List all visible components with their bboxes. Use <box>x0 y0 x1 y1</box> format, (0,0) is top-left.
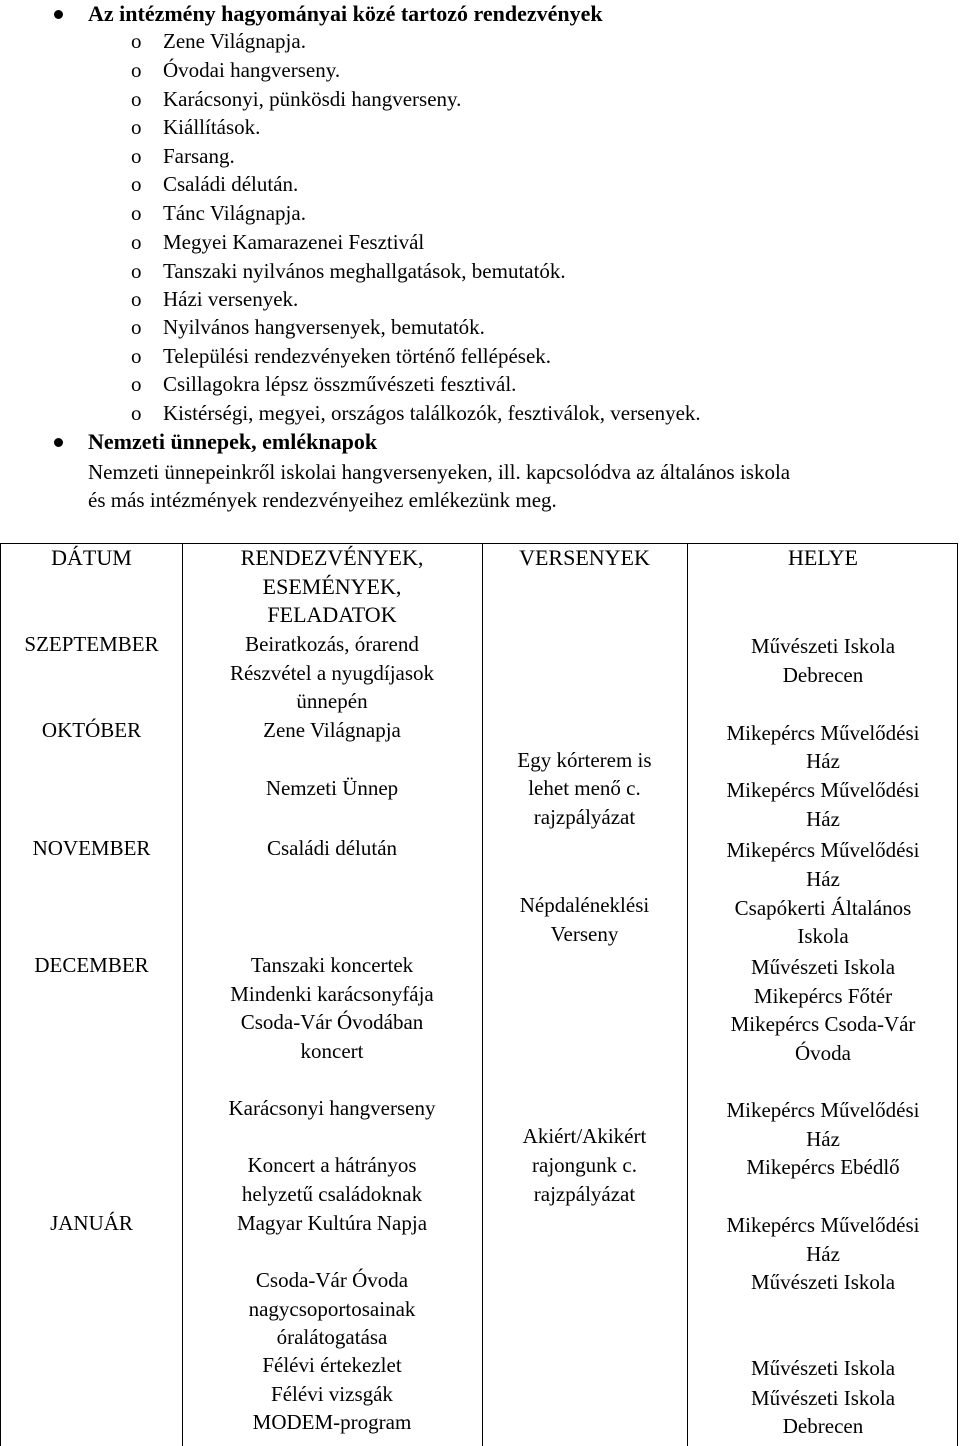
place-cell: Debrecen <box>782 1414 864 1438</box>
event-cell: Családi délután <box>266 836 398 860</box>
place-cell: Művészeti Iskola <box>750 1270 896 1294</box>
event-cell: helyzetű családoknak <box>241 1182 423 1206</box>
bullet-dot-icon <box>54 438 63 447</box>
place-cell: Mikepércs Csoda-Vár <box>730 1012 916 1036</box>
competition-cell: rajongunk c. <box>532 1153 637 1177</box>
header-rendezvenyek: RENDEZVÉNYEK, <box>240 545 424 570</box>
place-cell: Mikepércs Művelődési <box>726 1098 920 1122</box>
event-cell: Félévi vizsgák <box>271 1382 393 1406</box>
place-cell: Ház <box>806 749 840 773</box>
circle-marker-icon: o <box>131 87 142 111</box>
place-cell: Csapókerti Általános <box>734 896 912 920</box>
circle-marker-icon: o <box>131 372 142 396</box>
place-cell: Mikepércs Művelődési <box>726 778 920 802</box>
event-cell: Tanszaki koncertek <box>250 953 414 977</box>
header-helye: HELYE <box>788 545 858 570</box>
month-cell: SZEPTEMBER <box>24 632 159 656</box>
competition-cell: lehet menő c. <box>528 776 641 800</box>
place-cell: Ház <box>806 1127 840 1151</box>
header-versenyek: VERSENYEK <box>519 545 650 570</box>
bullet-dot-icon <box>54 10 63 19</box>
circle-marker-icon: o <box>131 287 142 311</box>
event-cell: Beiratkozás, órarend <box>245 632 419 656</box>
event-cell: Csoda-Vár Óvodában <box>240 1010 424 1034</box>
circle-marker-icon: o <box>131 344 142 368</box>
month-cell: NOVEMBER <box>32 836 151 860</box>
circle-marker-icon: o <box>131 401 142 425</box>
place-cell: Óvoda <box>795 1041 851 1065</box>
place-cell: Mikepércs Művelődési <box>726 721 920 745</box>
circle-marker-icon: o <box>131 201 142 225</box>
event-cell: Félévi értekezlet <box>262 1353 402 1377</box>
event-cell: Zene Világnapja <box>263 718 401 742</box>
competition-cell: Verseny <box>550 922 619 946</box>
section-title-holidays: Nemzeti ünnepek, emléknapok <box>88 429 378 454</box>
circle-marker-icon: o <box>131 58 142 82</box>
place-cell: Mikepércs Főtér <box>753 984 893 1008</box>
circle-marker-icon: o <box>131 115 142 139</box>
circle-marker-icon: o <box>131 29 142 53</box>
event-cell: Mindenki karácsonyfája <box>230 982 434 1006</box>
place-cell: Művészeti Iskola <box>750 634 896 658</box>
table-divider <box>482 544 483 1446</box>
event-cell: Nemzeti Ünnep <box>265 776 399 800</box>
event-cell: ünnepén <box>296 689 368 713</box>
holidays-paragraph-line: és más intézmények rendezvényeihez emlékezünk meg. <box>88 488 557 512</box>
holidays-paragraph-line: Nemzeti ünnepeinkről iskolai hangversenyeken, ill. kapcsolódva az általános iskola <box>88 460 791 484</box>
event-cell: Részvétel a nyugdíjasok <box>229 661 435 685</box>
competition-cell: Akiért/Akikért <box>522 1124 647 1148</box>
month-cell: DECEMBER <box>34 953 149 977</box>
place-cell: Ház <box>806 867 840 891</box>
place-cell: Mikepércs Ebédlő <box>746 1155 900 1179</box>
circle-marker-icon: o <box>131 144 142 168</box>
event-cell: Koncert a hátrányos <box>247 1153 417 1177</box>
place-cell: Mikepércs Művelődési <box>726 838 920 862</box>
circle-marker-icon: o <box>131 315 142 339</box>
competition-cell: Népdaléneklési <box>519 893 650 917</box>
document-page: Az intézmény hagyományai közé tartozó rendezvények o Zene Világnapja. o Óvodai hangverseny. o Karácsonyi, pünkösdi hangverseny. o Kiállítások. o Farsang. o Családi délután. o Tánc Világnapja. o Megyei Kamarazenei Fesztivál o Tanszaki nyilvános meghallgatások, bemutatók. o Házi versenyek. o Nyilvános hangversenyek, bemutatók. o Települési rendezvényeken történő fellépések. o Csillagokra lépsz összművészeti fesztivál. o Kistérségi, megyei, országos találkozók, fesztiválok, versenyek. Nemzeti ünnepek, emléknapok Nemzeti ünnepeinkről iskolai hangversenyeken, ill. kapcsolódva az általános iskola és más intézmények rendezvényeihez emlékezünk meg. DÁTUM SZEPTEMBER OKTÓBER NOVEMBER DECEMBER JANUÁR RENDEZVÉNYEK, ESEMÉNYEK, FELADATOK Beiratkozás, órarend Részvétel a nyugdíjasok ünnepén Zene Világnapja Nemzeti Ünnep Családi délután Tanszaki koncertek Mindenki karácsonyfája Csoda-Vár Óvodában koncert Karácsonyi hangverseny Koncert a hátrányos helyzetű családoknak Magyar Kultúra Napja Csoda-Vár Óvoda nagycsoportosainak óralátogatása Félévi értekezlet Félévi vizsgák MODEM-program VERSENYEK Egy kórterem is lehet menő c. rajzpályázat Népdaléneklési Verseny Akiért/Akikért rajongunk c. rajzpályázat HELYE Művészeti Iskola Debrecen Mikepércs Művelődési Ház Mikepércs Művelődési Ház Mikepércs Művelődési Ház Csapókerti Általános Iskola Művészeti Iskola Mikepércs Főtér Mikepércs Csoda-Vár Óvoda Mikepércs Művelődési Ház Mikepércs Ebédlő Mikepércs Művelődési Ház Művészeti Iskola Művészeti Iskola Művészeti Iskola Debrecen <box>0 0 960 1446</box>
place-cell: Művészeti Iskola <box>750 1356 896 1380</box>
section-title-traditions: Az intézmény hagyományai közé tartozó rendezvények <box>88 1 603 26</box>
competition-cell: rajzpályázat <box>533 805 636 829</box>
events-table <box>0 543 958 1446</box>
event-cell: óralátogatása <box>276 1325 388 1349</box>
place-cell: Művészeti Iskola <box>750 1386 896 1410</box>
place-cell: Művészeti Iskola <box>750 955 896 979</box>
circle-marker-icon: o <box>131 172 142 196</box>
place-cell: Ház <box>806 807 840 831</box>
event-cell: nagycsoportosainak <box>248 1297 416 1321</box>
month-cell: JANUÁR <box>50 1211 133 1235</box>
place-cell: Ház <box>806 1242 840 1266</box>
header-rendezvenyek: ESEMÉNYEK, <box>262 574 402 599</box>
event-cell: Csoda-Vár Óvoda <box>255 1268 409 1292</box>
event-cell: koncert <box>300 1039 364 1063</box>
circle-marker-icon: o <box>131 259 142 283</box>
place-cell: Debrecen <box>782 663 864 687</box>
event-cell: Magyar Kultúra Napja <box>236 1211 428 1235</box>
circle-marker-icon: o <box>131 230 142 254</box>
event-cell: MODEM-program <box>252 1410 412 1434</box>
header-datum: DÁTUM <box>51 545 132 570</box>
event-cell: Karácsonyi hangverseny <box>228 1096 436 1120</box>
place-cell: Mikepércs Művelődési <box>726 1213 920 1237</box>
header-rendezvenyek: FELADATOK <box>267 602 397 627</box>
place-cell: Iskola <box>797 924 849 948</box>
competition-cell: rajzpályázat <box>533 1182 636 1206</box>
month-cell: OKTÓBER <box>41 718 142 742</box>
competition-cell: Egy kórterem is <box>517 748 652 772</box>
